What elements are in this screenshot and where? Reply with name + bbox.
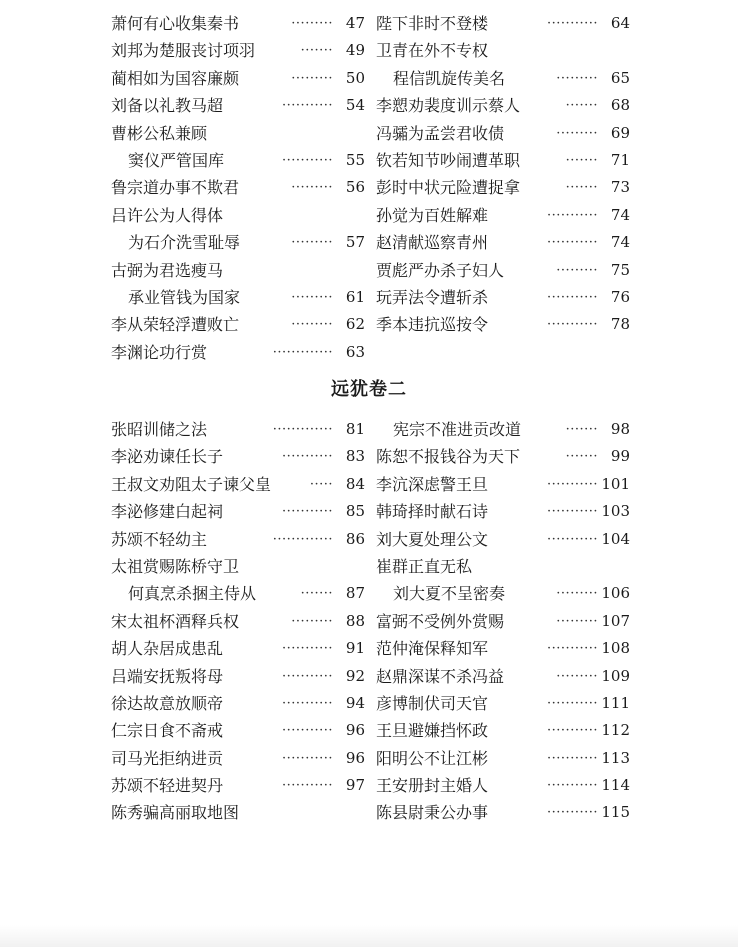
- toc-entry-title: 程信凯旋传美名: [393, 68, 506, 88]
- toc-entry-title: 古弼为君选瘦马: [111, 260, 224, 280]
- toc-leader-dots: ···········: [547, 504, 598, 520]
- toc-page-number: 111: [601, 693, 630, 712]
- toc-page-number: 99: [610, 447, 630, 466]
- toc-leader-dots: ···········: [547, 695, 598, 711]
- toc-page-number: 47: [345, 14, 365, 32]
- toc-entry[interactable]: [111, 608, 365, 635]
- toc-entry[interactable]: [376, 416, 630, 443]
- toc-entry-title: 冯骦为孟尝君收债: [376, 123, 505, 143]
- toc-page-number: 94: [345, 693, 365, 712]
- toc-page-number: 73: [610, 178, 630, 197]
- toc-entry[interactable]: [111, 339, 365, 366]
- toc-page-number: 49: [345, 41, 365, 60]
- toc-leader-dots: ···········: [282, 98, 333, 114]
- toc-entry-title: 仁宗日食不斋戒: [111, 721, 224, 741]
- toc-entry-title: 李渊论功行赏: [111, 342, 208, 362]
- toc-entry-title: 苏颂不轻进契丹: [111, 776, 224, 796]
- toc-page-number: 113: [601, 748, 630, 767]
- toc-leader-dots: ···········: [547, 476, 598, 492]
- toc-leader-dots: ···········: [547, 805, 598, 821]
- toc-page-number: 106: [601, 584, 630, 603]
- toc-entry[interactable]: [376, 92, 630, 119]
- toc-entry-title: 刘大夏不呈密奏: [393, 584, 506, 604]
- toc-page-number: 91: [345, 639, 365, 658]
- toc-entry[interactable]: [376, 229, 630, 256]
- toc-leader-dots: ·········: [291, 613, 333, 629]
- toc-leader-dots: ···········: [282, 641, 333, 657]
- toc-page-number: 107: [601, 611, 630, 630]
- toc-entry-title: 萧何有心收集秦书: [111, 14, 240, 33]
- toc-entry-title: 李泌劝谏任长子: [111, 447, 224, 467]
- toc-entry[interactable]: [376, 498, 630, 525]
- toc-column-section1-right: [376, 10, 630, 339]
- toc-entry[interactable]: [111, 257, 365, 284]
- toc-entry[interactable]: [111, 799, 365, 826]
- toc-entry[interactable]: [376, 257, 630, 284]
- toc-page-number: 92: [345, 666, 365, 685]
- toc-entry[interactable]: [111, 202, 365, 229]
- toc-entry[interactable]: [376, 10, 630, 37]
- page-bottom-shade: [0, 925, 738, 947]
- toc-page-number: 96: [345, 748, 365, 767]
- toc-entry-title: 赵鼎深谋不杀冯益: [376, 666, 505, 686]
- toc-page-number: 88: [345, 611, 365, 630]
- toc-entry-title: 卫青在外不专权: [376, 41, 489, 61]
- toc-page-number: 54: [345, 96, 365, 115]
- toc-entry[interactable]: [376, 284, 630, 311]
- toc-leader-dots: ·········: [556, 586, 598, 602]
- toc-entry-title: 陛下非时不登楼: [376, 14, 489, 33]
- toc-entry[interactable]: [376, 65, 630, 92]
- toc-leader-dots: ·········: [556, 613, 598, 629]
- toc-page-number: 74: [610, 205, 630, 224]
- toc-entry[interactable]: [376, 443, 630, 470]
- toc-leader-dots: ···········: [547, 207, 598, 223]
- toc-entry-title: 陈恕不报钱谷为天下: [376, 447, 521, 467]
- toc-entry-title: 孙觉为百姓解难: [376, 205, 489, 225]
- toc-leader-dots: ···········: [282, 750, 333, 766]
- toc-entry-title: 钦若知节吵闹遭革职: [376, 150, 521, 170]
- toc-entry[interactable]: [111, 498, 365, 525]
- toc-entry[interactable]: [111, 92, 365, 119]
- toc-entry-title: 李从荣轻浮遭败亡: [111, 315, 240, 335]
- toc-entry[interactable]: [111, 471, 365, 498]
- toc-entry-title: 王叔文劝阻太子谏父皇: [111, 474, 272, 494]
- toc-leader-dots: ···········: [547, 750, 598, 766]
- toc-entry-title: 贾彪严办杀子妇人: [376, 260, 505, 280]
- toc-entry[interactable]: [111, 580, 365, 607]
- toc-page-number: 101: [601, 474, 630, 493]
- toc-page-number: 62: [345, 315, 365, 334]
- toc-leader-dots: ···········: [282, 668, 333, 684]
- toc-leader-dots: ···········: [282, 778, 333, 794]
- toc-entry-title: 何真烹杀捆主侍从: [128, 584, 257, 604]
- toc-entry[interactable]: [111, 690, 365, 717]
- toc-page-number: 97: [345, 776, 365, 795]
- toc-page-number: 63: [345, 342, 365, 361]
- toc-page-number: 87: [345, 584, 365, 603]
- toc-entry-title: 蔺相如为国容廉颇: [111, 68, 240, 88]
- toc-leader-dots: ···········: [282, 695, 333, 711]
- toc-entry[interactable]: [376, 202, 630, 229]
- toc-entry-title: 韩琦择时献石诗: [376, 502, 489, 522]
- toc-leader-dots: ·······: [565, 152, 598, 168]
- toc-entry[interactable]: [111, 147, 365, 174]
- toc-entry[interactable]: [376, 635, 630, 662]
- toc-entry-title: 彭时中状元险遭捉拿: [376, 178, 521, 198]
- toc-entry[interactable]: [111, 174, 365, 201]
- toc-page-number: 78: [610, 315, 630, 334]
- toc-entry[interactable]: [376, 690, 630, 717]
- toc-entry-title: 徐达故意放顺帝: [111, 693, 224, 713]
- toc-page-number: 115: [601, 803, 630, 822]
- toc-leader-dots: ·········: [291, 289, 333, 305]
- toc-page-number: 61: [345, 287, 365, 306]
- toc-leader-dots: ···········: [282, 504, 333, 520]
- toc-entry[interactable]: [111, 526, 365, 553]
- toc-leader-dots: ·········: [556, 262, 598, 278]
- toc-entry-title: 太祖赏赐陈桥守卫: [111, 556, 240, 576]
- toc-leader-dots: ···········: [547, 317, 598, 333]
- toc-entry-title: 胡人杂居成患乱: [111, 639, 224, 659]
- toc-entry-title: 彦博制伏司天官: [376, 693, 489, 713]
- toc-entry[interactable]: [376, 608, 630, 635]
- toc-page-number: 86: [345, 529, 365, 548]
- toc-leader-dots: ···········: [547, 289, 598, 305]
- toc-column-section2-right: [376, 416, 630, 827]
- toc-entry[interactable]: [376, 37, 630, 64]
- toc-entry-title: 苏颂不轻幼主: [111, 529, 208, 549]
- toc-entry[interactable]: [111, 416, 365, 443]
- toc-entry-title: 宋太祖杯酒释兵权: [111, 611, 240, 631]
- toc-leader-dots: ···········: [547, 778, 598, 794]
- toc-entry[interactable]: [111, 65, 365, 92]
- toc-entry-title: 陈秀骗高丽取地图: [111, 803, 240, 823]
- toc-page-number: 112: [601, 721, 630, 740]
- toc-page-number: 103: [601, 502, 630, 521]
- toc-entry-title: 刘邦为楚服丧讨项羽: [111, 41, 256, 61]
- toc-page-number: 114: [601, 776, 630, 795]
- toc-column-section2-left: [111, 416, 365, 827]
- toc-leader-dots: ·········: [291, 235, 333, 251]
- toc-leader-dots: ·········: [556, 125, 598, 141]
- toc-leader-dots: ···········: [547, 235, 598, 251]
- toc-entry-title: 王旦避嫌挡怀政: [376, 721, 489, 741]
- toc-entry[interactable]: [111, 717, 365, 744]
- toc-entry[interactable]: [111, 10, 365, 37]
- toc-entry[interactable]: [111, 635, 365, 662]
- toc-entry-title: 刘备以礼教马超: [111, 96, 224, 116]
- toc-entry-title: 李沆深虑警王旦: [376, 474, 489, 494]
- toc-leader-dots: ·············: [272, 531, 333, 547]
- toc-page-number: 69: [610, 123, 630, 142]
- toc-entry-title: 曹彬公私兼顾: [111, 123, 208, 143]
- toc-entry[interactable]: [376, 120, 630, 147]
- toc-entry-title: 玩弄法令遭斩杀: [376, 287, 489, 307]
- toc-page-number: 64: [610, 14, 630, 32]
- toc-page-number: 76: [610, 287, 630, 306]
- toc-page-number: 74: [610, 233, 630, 252]
- toc-entry-title: 李愬劝裴度训示蔡人: [376, 96, 521, 116]
- toc-entry-title: 李泌修建白起祠: [111, 502, 224, 522]
- toc-page-number: 84: [345, 474, 365, 493]
- toc-page-number: 109: [601, 666, 630, 685]
- toc-page-number: 55: [345, 150, 365, 169]
- section-heading: 远犹卷二: [331, 379, 407, 400]
- toc-leader-dots: ·············: [272, 422, 333, 437]
- toc-leader-dots: ···········: [282, 723, 333, 739]
- toc-leader-dots: ···········: [547, 641, 598, 657]
- toc-entry[interactable]: [376, 663, 630, 690]
- toc-entry[interactable]: [111, 663, 365, 690]
- toc-leader-dots: ···········: [282, 449, 333, 465]
- toc-leader-dots: ·······: [565, 98, 598, 114]
- toc-leader-dots: ·····: [309, 476, 333, 492]
- toc-leader-dots: ·······: [300, 43, 333, 59]
- toc-entry-title: 陈县尉秉公办事: [376, 803, 489, 823]
- toc-leader-dots: ···········: [547, 531, 598, 547]
- toc-entry[interactable]: [111, 443, 365, 470]
- toc-entry-title: 刘大夏处理公文: [376, 529, 489, 549]
- toc-page-number: 68: [610, 96, 630, 115]
- toc-leader-dots: ·······: [565, 180, 598, 196]
- toc-page-number: 96: [345, 721, 365, 740]
- toc-entry[interactable]: [111, 284, 365, 311]
- toc-page-number: 85: [345, 502, 365, 521]
- toc-page-number: 57: [345, 233, 365, 252]
- toc-entry-title: 范仲淹保释知军: [376, 639, 489, 659]
- toc-entry-title: 赵清献巡察青州: [376, 233, 489, 253]
- toc-entry[interactable]: [376, 580, 630, 607]
- toc-entry[interactable]: [376, 772, 630, 799]
- toc-leader-dots: ·········: [291, 70, 333, 86]
- toc-leader-dots: ·········: [556, 668, 598, 684]
- toc-entry[interactable]: [376, 553, 630, 580]
- toc-leader-dots: ···········: [547, 16, 598, 31]
- toc-entry-title: 窦仪严管国库: [128, 150, 225, 170]
- toc-entry[interactable]: [111, 311, 365, 338]
- toc-entry[interactable]: [111, 120, 365, 147]
- toc-leader-dots: ·········: [556, 70, 598, 86]
- toc-leader-dots: ·········: [291, 317, 333, 333]
- toc-entry-title: 张昭训储之法: [111, 420, 208, 439]
- toc-page-number: 83: [345, 447, 365, 466]
- toc-page-number: 104: [601, 529, 630, 548]
- toc-leader-dots: ·······: [565, 449, 598, 465]
- toc-leader-dots: ···········: [282, 152, 333, 168]
- toc-page-number: 50: [345, 68, 365, 87]
- toc-entry-title: 崔群正直无私: [376, 556, 473, 576]
- toc-entry[interactable]: [111, 229, 365, 256]
- toc-column-section1-left: [111, 10, 365, 366]
- toc-page-number: 75: [610, 260, 630, 279]
- toc-entry[interactable]: [376, 717, 630, 744]
- toc-entry-title: 承业管钱为国家: [128, 287, 241, 307]
- toc-entry[interactable]: [376, 799, 630, 826]
- toc-entry-title: 季本违抗巡按令: [376, 315, 489, 335]
- toc-entry[interactable]: [111, 37, 365, 64]
- toc-page-number: 98: [610, 420, 630, 438]
- toc-entry-title: 鲁宗道办事不欺君: [111, 178, 240, 198]
- toc-leader-dots: ·········: [291, 180, 333, 196]
- toc-page-number: 71: [610, 150, 630, 169]
- toc-entry[interactable]: [376, 174, 630, 201]
- toc-leader-dots: ···········: [547, 723, 598, 739]
- toc-entry-title: 王安册封主婚人: [376, 776, 489, 796]
- toc-page-number: 81: [345, 420, 365, 438]
- toc-entry[interactable]: [376, 526, 630, 553]
- toc-entry-title: 阳明公不让江彬: [376, 748, 489, 768]
- toc-entry[interactable]: [376, 471, 630, 498]
- toc-entry-title: 宪宗不准进贡改道: [393, 420, 522, 439]
- toc-page-number: 65: [610, 68, 630, 87]
- toc-entry-title: 吕端安抚叛将母: [111, 666, 224, 686]
- toc-entry[interactable]: [376, 311, 630, 338]
- toc-leader-dots: ·······: [565, 422, 598, 437]
- toc-leader-dots: ·········: [291, 16, 333, 31]
- toc-entry-title: 为石介洗雪耻辱: [128, 233, 241, 253]
- toc-entry[interactable]: [111, 772, 365, 799]
- toc-entry[interactable]: [376, 147, 630, 174]
- toc-leader-dots: ·······: [300, 586, 333, 602]
- toc-entry[interactable]: [111, 553, 365, 580]
- toc-leader-dots: ·············: [272, 344, 333, 360]
- toc-entry-title: 司马光拒纳进贡: [111, 748, 224, 768]
- toc-entry[interactable]: [111, 745, 365, 772]
- toc-entry[interactable]: [376, 745, 630, 772]
- toc-entry-title: 吕许公为人得体: [111, 205, 224, 225]
- toc-page-number: 108: [601, 639, 630, 658]
- toc-entry-title: 富弼不受例外赏赐: [376, 611, 505, 631]
- toc-page-number: 56: [345, 178, 365, 197]
